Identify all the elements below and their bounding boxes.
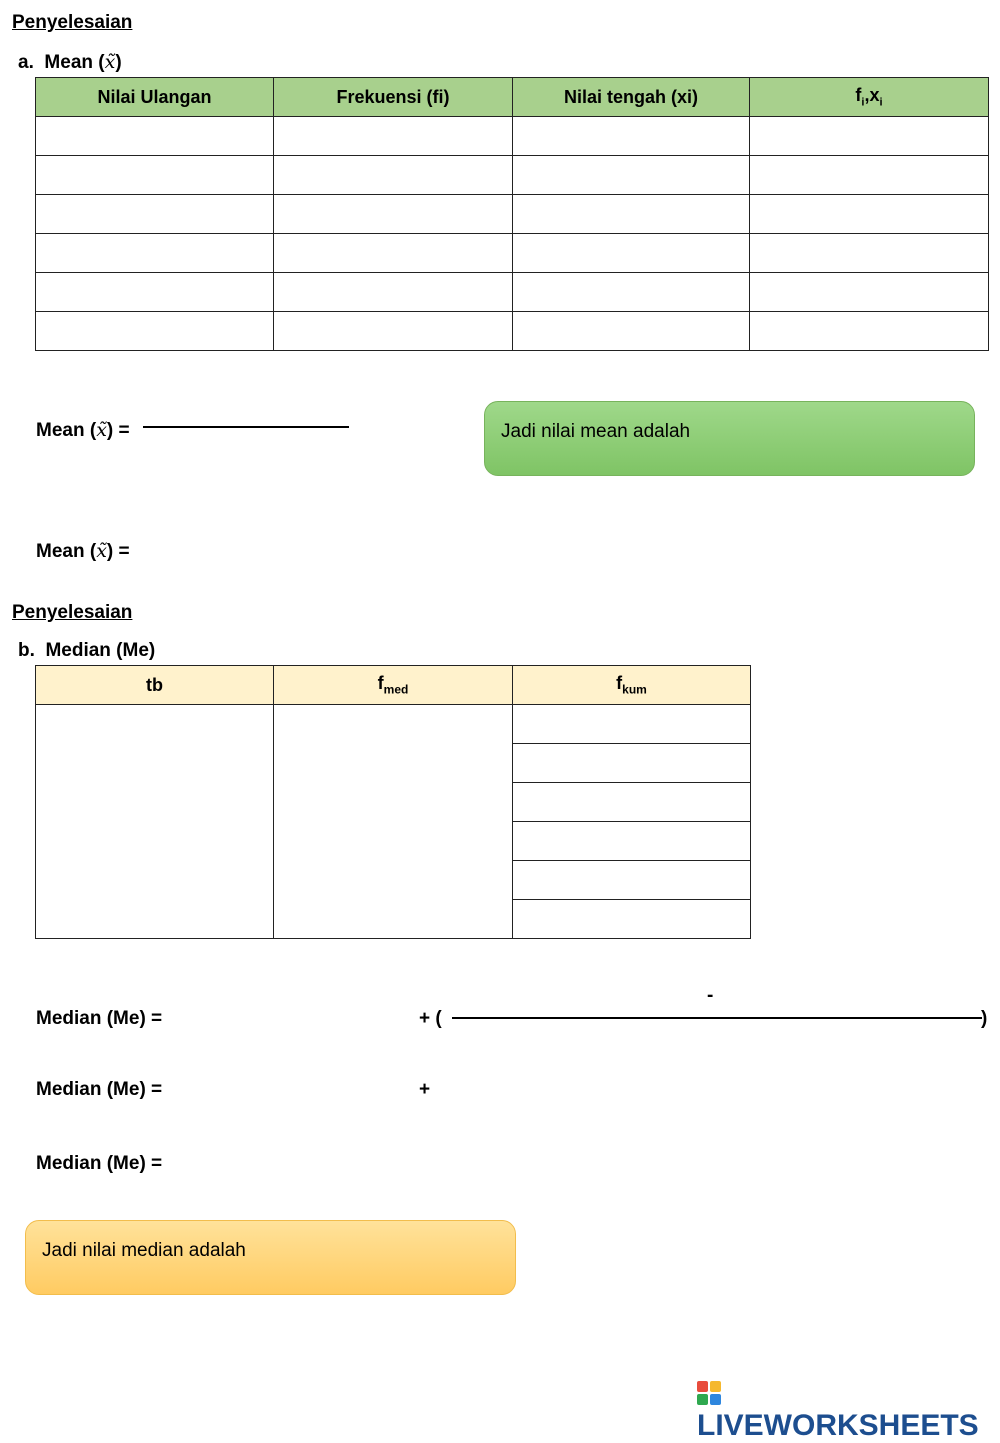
mean-table-cell[interactable]: [36, 156, 274, 195]
solution-heading-b: Penyelesaian: [12, 602, 133, 623]
median-tb-input[interactable]: [180, 1006, 414, 1036]
mean-table-cell[interactable]: [513, 195, 750, 234]
mean-table-cell[interactable]: [36, 117, 274, 156]
median-fraction-bar: [452, 1017, 982, 1019]
mean-table-cell[interactable]: [750, 117, 989, 156]
mean-cell-input[interactable]: [274, 156, 512, 194]
fkum-input[interactable]: [513, 900, 750, 938]
mean-table-cell[interactable]: [513, 156, 750, 195]
mean-fraction-bar: [143, 426, 349, 428]
median-fkum-input[interactable]: [725, 984, 979, 1014]
mean-table-cell[interactable]: [274, 117, 513, 156]
mean-table-cell[interactable]: [750, 156, 989, 195]
mean-table-cell[interactable]: [750, 195, 989, 234]
mean-cell-input[interactable]: [513, 273, 749, 311]
mean-table-cell[interactable]: [274, 195, 513, 234]
header-tb: tb: [36, 666, 274, 705]
header-fmed: $f_{med}$: [274, 666, 513, 705]
mean-cell-input[interactable]: [36, 117, 273, 155]
section-letter-a: a.: [18, 52, 34, 73]
mean-cell-input[interactable]: [513, 234, 749, 272]
mean-cell-input[interactable]: [750, 156, 988, 194]
liveworksheets-mark-icon: [697, 1381, 721, 1405]
mean-answer-text: Jadi nilai mean adalah: [501, 421, 691, 442]
median-formula-label-1: Median (Me) =: [36, 1008, 163, 1029]
mean-table-cell[interactable]: [36, 234, 274, 273]
mean-section-title: a. Mean (x̃): [18, 51, 122, 73]
mean-table-cell[interactable]: [750, 273, 989, 312]
mean-table-cell[interactable]: [274, 234, 513, 273]
mean-cell-input[interactable]: [36, 273, 273, 311]
mean-denominator-input[interactable]: [146, 431, 350, 459]
mean-answer-input[interactable]: [695, 420, 919, 443]
mean-cell-input[interactable]: [36, 156, 273, 194]
x-tilde-symbol: x̃: [104, 51, 116, 73]
mean-answer-box: [484, 401, 975, 476]
mean-cell-input[interactable]: [274, 234, 512, 272]
mean-table-row: [36, 117, 989, 156]
fkum-cell[interactable]: [513, 900, 751, 939]
mean-table: [35, 77, 989, 351]
mean-table-cell[interactable]: [513, 117, 750, 156]
mean-table-cell[interactable]: [36, 312, 274, 351]
median-answer-text: Jadi nilai median adalah: [42, 1240, 246, 1261]
header-fi-xi: $f_i,x_i$: [750, 78, 989, 117]
header-nilai-tengah: Nilai tengah (xi): [513, 78, 750, 117]
median-answer-input[interactable]: [251, 1239, 455, 1262]
mean-numerator-input[interactable]: [146, 398, 350, 426]
mean-cell-input[interactable]: [274, 273, 512, 311]
median-step2-left-input[interactable]: [180, 1077, 414, 1107]
mean-cell-input[interactable]: [750, 234, 988, 272]
mean-cell-input[interactable]: [513, 312, 749, 350]
median-formula-label-3: Median (Me) =: [36, 1153, 163, 1174]
mean-cell-input[interactable]: [274, 117, 512, 155]
mean-table-cell[interactable]: [274, 312, 513, 351]
median-formula-label-2: Median (Me) =: [36, 1079, 163, 1100]
fkum-cell[interactable]: [513, 783, 751, 822]
mean-table-cell[interactable]: [513, 312, 750, 351]
fkum-cell[interactable]: [513, 744, 751, 783]
fkum-input[interactable]: [513, 861, 750, 899]
mean-cell-input[interactable]: [750, 273, 988, 311]
logo-text: LIVEWORKSHEETS: [697, 1409, 979, 1442]
mean-table-cell[interactable]: [274, 156, 513, 195]
tb-input[interactable]: [36, 803, 273, 841]
median-section-title: b. Median (Me): [18, 640, 156, 661]
liveworksheets-logo: [697, 1375, 1000, 1443]
fmed-input[interactable]: [274, 803, 512, 841]
solution-heading-a: Penyelesaian: [12, 12, 133, 33]
header-nilai-ulangan: Nilai Ulangan: [36, 78, 274, 117]
mean-cell-input[interactable]: [513, 156, 749, 194]
median-answer-box: [25, 1220, 516, 1295]
mean-table-cell[interactable]: [513, 234, 750, 273]
mean-result-input[interactable]: [146, 537, 350, 567]
tb-cell[interactable]: [36, 705, 274, 939]
mean-cell-input[interactable]: [274, 195, 512, 233]
mean-cell-input[interactable]: [513, 195, 749, 233]
close-paren: ): [981, 1008, 988, 1029]
mean-formula-label-1: Mean (x̃) =: [36, 419, 130, 441]
mean-cell-input[interactable]: [36, 312, 273, 350]
median-table: [35, 665, 751, 939]
fkum-cell[interactable]: [513, 705, 751, 744]
mean-table-cell[interactable]: [36, 195, 274, 234]
plus-open-paren: + (: [419, 1008, 442, 1029]
mean-cell-input[interactable]: [750, 117, 988, 155]
mean-cell-input[interactable]: [750, 195, 988, 233]
mean-cell-input[interactable]: [750, 312, 988, 350]
mean-cell-input[interactable]: [274, 312, 512, 350]
mean-table-row: [36, 234, 989, 273]
mean-table-cell[interactable]: [513, 273, 750, 312]
mean-table-cell[interactable]: [36, 273, 274, 312]
header-fkum: $f_{kum}$: [513, 666, 751, 705]
mean-table-cell[interactable]: [750, 312, 989, 351]
fkum-cell[interactable]: [513, 822, 751, 861]
fkum-input[interactable]: [513, 783, 750, 821]
mean-table-cell[interactable]: [274, 273, 513, 312]
fmed-cell[interactable]: [274, 705, 513, 939]
fkum-cell[interactable]: [513, 861, 751, 900]
median-step2-right-input[interactable]: [440, 1077, 744, 1107]
mean-table-row: [36, 195, 989, 234]
fkum-input[interactable]: [513, 822, 750, 860]
plus-sign: +: [419, 1079, 431, 1100]
mean-table-row: [36, 312, 989, 351]
mean-cell-input[interactable]: [513, 117, 749, 155]
mean-table-cell[interactable]: [750, 234, 989, 273]
median-half-n-input[interactable]: [455, 984, 699, 1014]
header-frekuensi: Frekuensi (fi): [274, 78, 513, 117]
mean-cell-input[interactable]: [36, 195, 273, 233]
mean-formula-label-2: Mean (x̃) =: [36, 540, 130, 562]
mean-table-row: [36, 273, 989, 312]
fkum-input[interactable]: [513, 705, 750, 743]
mean-cell-input[interactable]: [36, 234, 273, 272]
median-fmed-input[interactable]: [455, 1024, 979, 1054]
mean-table-row: [36, 156, 989, 195]
minus-sign: -: [707, 985, 714, 1006]
fkum-input[interactable]: [513, 744, 750, 782]
median-result-input[interactable]: [180, 1151, 444, 1181]
mean-word: Mean: [44, 52, 93, 73]
